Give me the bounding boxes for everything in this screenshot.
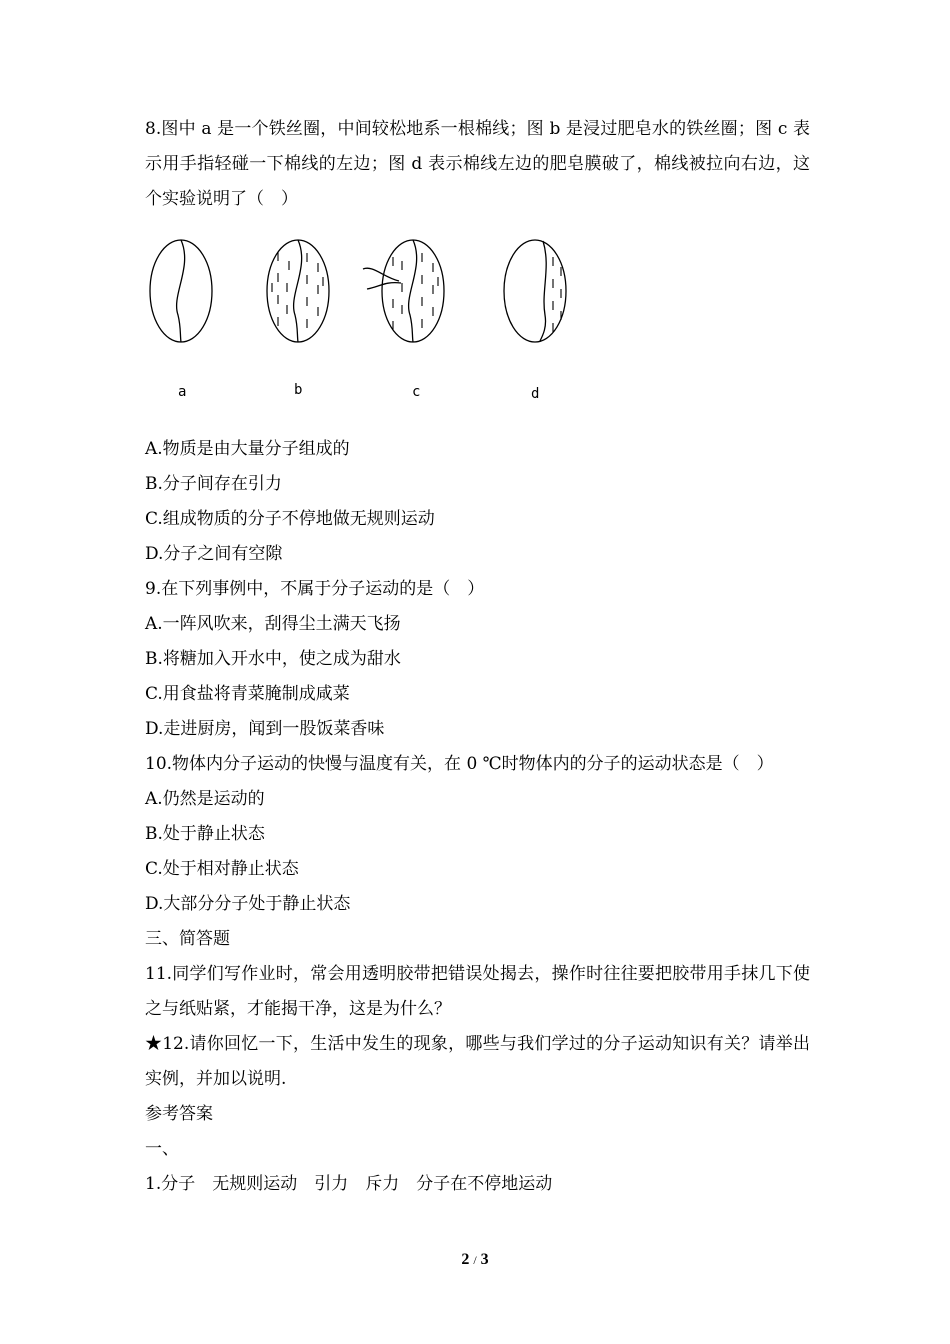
q12-stem: ★12.请你回忆一下，生活中发生的现象，哪些与我们学过的分子运动知识有关？请举出实例，并加以说明. xyxy=(145,1034,810,1089)
figure-label-b: b xyxy=(294,382,303,398)
q10-stem: 10.物体内分子运动的快慢与温度有关，在 0 ℃时物体内的分子的运动状态是（ ） xyxy=(145,754,774,774)
q10-option-d: D.大部分分子处于静止状态 xyxy=(145,894,351,914)
cotton-thread-a xyxy=(177,240,185,342)
figure-label-d: d xyxy=(531,386,540,402)
q8-stem: 8.图中 a 是一个铁丝圈，中间较松地系一根棉线；图 b 是浸过肥皂水的铁丝圈；图 c 表示用手指轻碰一下棉线的左边；图 d 表示棉线左边的肥皂膜破了，棉线被拉向右边，这个实验说明了（ ） xyxy=(145,119,810,209)
figure-label-a: a xyxy=(178,384,187,400)
q9-stem: 9.在下列事例中，不属于分子运动的是（ ） xyxy=(145,579,485,599)
section-heading-short-answer: 三、简答题 xyxy=(145,929,230,949)
q9-option-d: D.走进厨房，闻到一股饭菜香味 xyxy=(145,719,385,739)
figure-label-c: c xyxy=(412,384,421,400)
document-body xyxy=(145,112,810,1202)
page-separator: / xyxy=(473,1253,477,1267)
q8-option-b: B.分子间存在引力 xyxy=(145,474,282,494)
q10-option-a: A.仍然是运动的 xyxy=(145,789,265,809)
cotton-thread-d xyxy=(540,241,546,341)
page-current: 2 xyxy=(461,1251,470,1268)
q11-stem: 11.同学们写作业时，常会用透明胶带把错误处揭去，操作时往往要把胶带用手抹几下使之与纸贴紧，才能揭干净，这是为什么？ xyxy=(145,964,810,1019)
answers-title: 参考答案 xyxy=(145,1104,213,1124)
answers-section-1: 一、 xyxy=(145,1139,179,1159)
wire-loop-c xyxy=(382,240,444,342)
page-number xyxy=(0,1251,950,1269)
cotton-thread-b xyxy=(294,240,302,342)
page-total: 3 xyxy=(480,1251,489,1268)
q10-option-b: B.处于静止状态 xyxy=(145,824,265,844)
q8-option-c: C.组成物质的分子不停地做无规则运动 xyxy=(145,509,435,529)
answer-1: 1.分子 无规则运动 引力 斥力 分子在不停地运动 xyxy=(145,1174,553,1194)
q9-option-a: A.一阵风吹来，刮得尘土满天飞扬 xyxy=(145,614,401,634)
q8-option-d: D.分子之间有空隙 xyxy=(145,544,283,564)
wire-loop-b xyxy=(267,240,329,342)
soap-film-diagram xyxy=(145,217,810,432)
q9-option-c: C.用食盐将青菜腌制成咸菜 xyxy=(145,684,350,704)
q9-option-b: B.将糖加入开水中，使之成为甜水 xyxy=(145,649,401,669)
wire-loop-d xyxy=(504,240,566,342)
q8-option-a: A.物质是由大量分子组成的 xyxy=(145,439,350,459)
wire-loop-a xyxy=(150,240,212,342)
cotton-thread-c xyxy=(409,240,417,342)
q10-option-c: C.处于相对静止状态 xyxy=(145,859,299,879)
soap-film-figure xyxy=(145,217,810,432)
